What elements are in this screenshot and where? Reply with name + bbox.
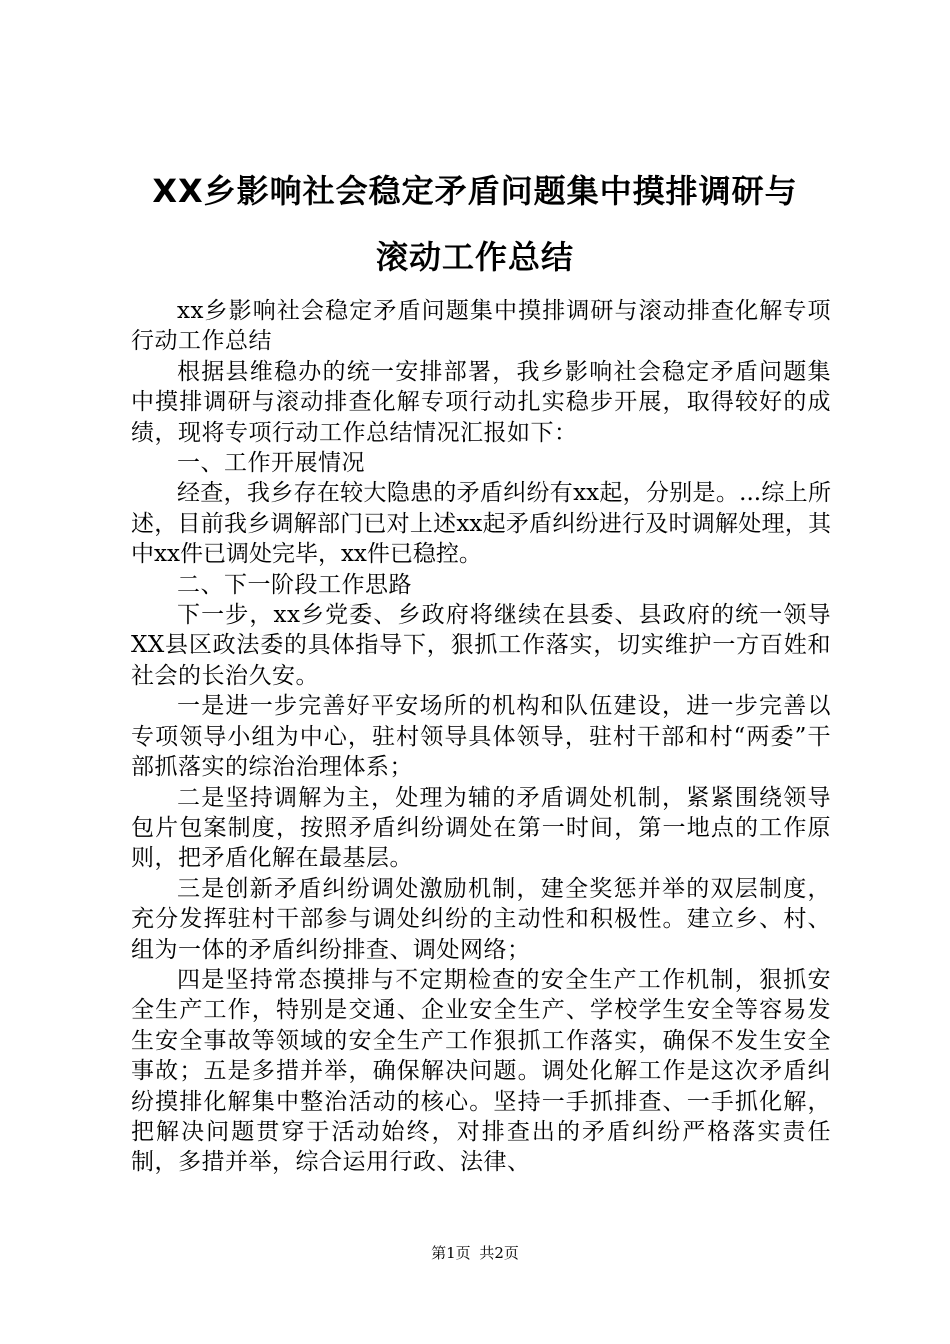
page-footer: [0, 1243, 950, 1263]
measure-3-paragraph: 三是创新矛盾纠纷调处激励机制，建全奖惩并举的双层制度，充分发挥驻村干部参与调处纠纷的主动性和积极性。建立乡、村、组为一体的矛盾纠纷排查、调处网络；: [131, 875, 831, 963]
measure-4-paragraph: 四是坚持常态摸排与不定期检查的安全生产工作机制，狠抓安全生产工作，特别是交通、企业安全生产、学校学生安全等容易发生安全事故等领域的安全生产工作狠抓工作落实，确保不发生安全事故；五是多措并举，确保解决问题。调处化解工作是这次矛盾纠纷摸排化解集中整治活动的核心。坚持一手抓排查、一手抓化解，把解决问题贯穿于活动始终，对排查出的矛盾纠纷严格落实责任制，多措并举，综合运用行政、法律、: [131, 966, 831, 1176]
document-title-line-1: XX乡影响社会稳定矛盾问题集中摸排调研与: [152, 172, 798, 210]
section-heading-1: 一、工作开展情况: [177, 450, 365, 477]
document-title-line-2: 滚动工作总结: [375, 238, 574, 276]
intro-paragraph: 根据县维稳办的统一安排部署，我乡影响社会稳定矛盾问题集中摸排调研与滚动排查化解专项行动扎实稳步开展，取得较好的成绩，现将专项行动工作总结情况汇报如下：: [131, 358, 831, 446]
document-title: [120, 158, 830, 290]
next-steps-paragraph: 下一步，xx乡党委、乡政府将继续在县委、县政府的统一领导XX县区政法委的具体指导下，狠抓工作落实，切实维护一方百姓和社会的长治久安。: [131, 602, 831, 689]
section-heading-2: 二、下一阶段工作思路: [177, 571, 412, 598]
measure-1-paragraph: 一是进一步完善好平安场所的机构和队伍建设，进一步完善以专项领导小组为中心，驻村领导具体领导，驻村干部和村“两委”干部抓落实的综治治理体系；: [131, 693, 831, 781]
findings-paragraph: 经查，我乡存在较大隐患的矛盾纠纷有xx起，分别是。...综上所述，目前我乡调解部门已对上述xx起矛盾纠纷进行及时调解处理，其中xx件已调处完毕，xx件已稳控。: [131, 480, 831, 568]
measure-2-paragraph: 二是坚持调解为主，处理为辅的矛盾调处机制，紧紧围绕领导包片包案制度，按照矛盾纠纷调处在第一时间，第一地点的工作原则，把矛盾化解在最基层。: [131, 784, 831, 872]
document-body: [131, 296, 831, 1178]
page-number-indicator: 第1页 共2页: [431, 1244, 519, 1262]
subtitle-paragraph: xx乡影响社会稳定矛盾问题集中摸排调研与滚动排查化解专项行动工作总结: [131, 298, 831, 355]
